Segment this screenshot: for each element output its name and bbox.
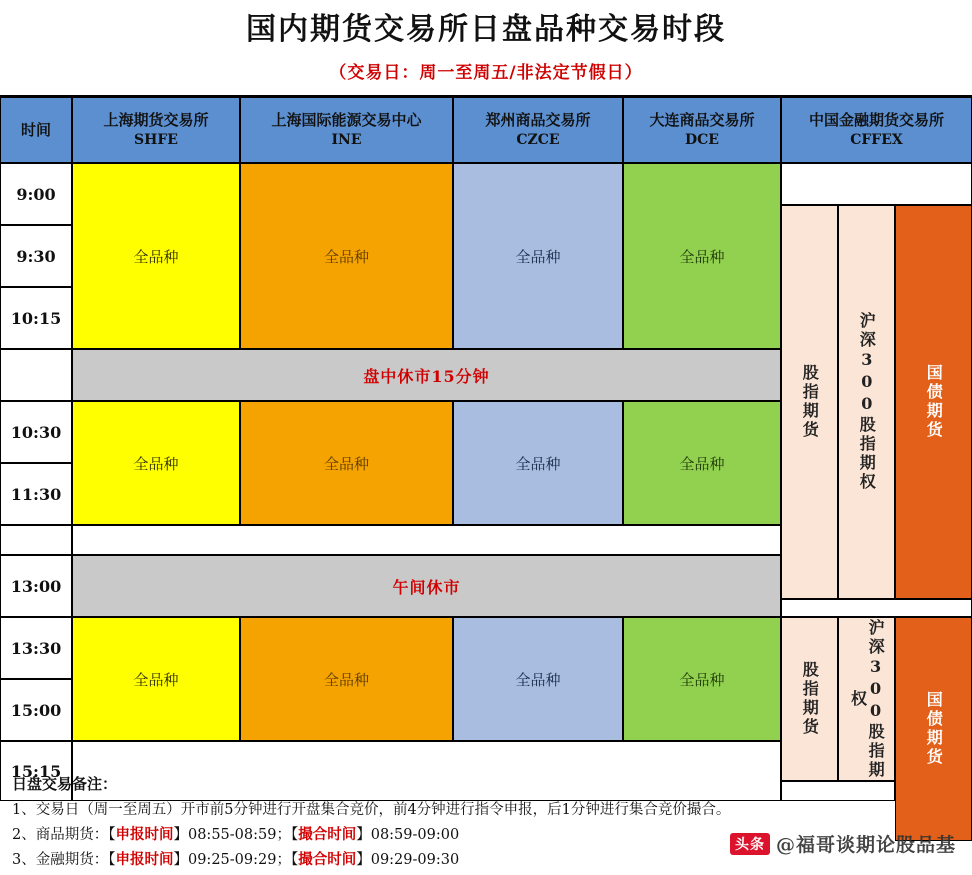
note-3-prefix: 3、金融期货：【 bbox=[12, 851, 116, 868]
session-czce-afternoon: 全品种 bbox=[453, 617, 623, 741]
cffex-hs300-options-morning: 沪深300股指期权 bbox=[838, 205, 895, 599]
time-spacer-1 bbox=[0, 349, 72, 401]
cffex-treasury-futures-morning: 国债期货 bbox=[895, 205, 972, 599]
time-label-1130: 11:30 bbox=[0, 463, 72, 525]
separator-before-noon bbox=[72, 525, 781, 555]
cffex-hs300-options-afternoon: 沪深300股指期权 bbox=[838, 617, 895, 781]
header-time: 时间 bbox=[0, 97, 72, 163]
watermark-text: @福哥谈期论股品基 bbox=[775, 834, 956, 856]
header-cffex: 中国金融期货交易所 CFFEX bbox=[781, 97, 972, 163]
session-dce-morning-2: 全品种 bbox=[623, 401, 781, 525]
header-shfe: 上海期货交易所 SHFE bbox=[72, 97, 240, 163]
header-ine: 上海国际能源交易中心 INE bbox=[240, 97, 453, 163]
note-3-mid: 】09:25-09:29；【 bbox=[173, 851, 299, 868]
session-shfe-morning-1: 全品种 bbox=[72, 163, 240, 349]
note-2-suffix: 】08:59-09:00 bbox=[356, 826, 460, 843]
session-ine-morning-1: 全品种 bbox=[240, 163, 453, 349]
session-shfe-morning-2: 全品种 bbox=[72, 401, 240, 525]
header-dce: 大连商品交易所 DCE bbox=[623, 97, 781, 163]
session-czce-morning-1: 全品种 bbox=[453, 163, 623, 349]
break-noon: 午间休市 bbox=[72, 555, 781, 617]
break-mid-morning: 盘中休市15分钟 bbox=[72, 349, 781, 401]
time-label-1015: 10:15 bbox=[0, 287, 72, 349]
time-spacer-2 bbox=[0, 525, 72, 555]
cffex-noon-gap bbox=[781, 599, 972, 617]
time-label-1515: 15:15 bbox=[0, 741, 72, 801]
note-2-prefix: 2、商品期货：【 bbox=[12, 826, 116, 843]
session-dce-afternoon: 全品种 bbox=[623, 617, 781, 741]
cffex-stock-index-futures-morning: 股指期货 bbox=[781, 205, 838, 599]
title-block bbox=[0, 0, 972, 83]
time-label-1300: 13:00 bbox=[0, 555, 72, 617]
header-czce: 郑州商品交易所 CZCE bbox=[453, 97, 623, 163]
note-2-em-1: 申报时间 bbox=[115, 825, 174, 843]
time-label-1500: 15:00 bbox=[0, 679, 72, 741]
note-3-em-1: 申报时间 bbox=[115, 850, 174, 868]
time-label-1330: 13:30 bbox=[0, 617, 72, 679]
session-ine-morning-2: 全品种 bbox=[240, 401, 453, 525]
time-label-0930: 9:30 bbox=[0, 225, 72, 287]
cffex-morning-gap bbox=[781, 163, 972, 205]
note-2-mid: 】08:55-08:59；【 bbox=[173, 826, 299, 843]
note-3-suffix: 】09:29-09:30 bbox=[356, 851, 460, 868]
time-label-0900: 9:00 bbox=[0, 163, 72, 225]
session-ine-afternoon: 全品种 bbox=[240, 617, 453, 741]
session-shfe-afternoon: 全品种 bbox=[72, 617, 240, 741]
cffex-stock-index-futures-afternoon: 股指期货 bbox=[781, 617, 838, 781]
session-czce-morning-2: 全品种 bbox=[453, 401, 623, 525]
session-dce-morning-1: 全品种 bbox=[623, 163, 781, 349]
page-title: 国内期货交易所日盘品种交易时段 bbox=[246, 12, 726, 47]
watermark bbox=[730, 830, 956, 857]
note-2-em-2: 撮合时间 bbox=[298, 825, 357, 843]
trading-hours-table bbox=[0, 95, 972, 781]
notes-title: 日盘交易备注： bbox=[12, 775, 118, 793]
note-line-1: 1、交易日（周一至周五）开市前5分钟进行开盘集合竞价，前4分钟进行指令申报，后1分钟进行集合竞价撮合。 bbox=[12, 801, 731, 818]
note-3-em-2: 撮合时间 bbox=[298, 850, 357, 868]
time-label-1030: 10:30 bbox=[0, 401, 72, 463]
watermark-badge: 头条 bbox=[730, 833, 770, 855]
page-subtitle: （交易日：周一至周五/非法定节假日） bbox=[329, 63, 643, 83]
cffex-treasury-futures-afternoon: 国债期货 bbox=[895, 617, 972, 841]
